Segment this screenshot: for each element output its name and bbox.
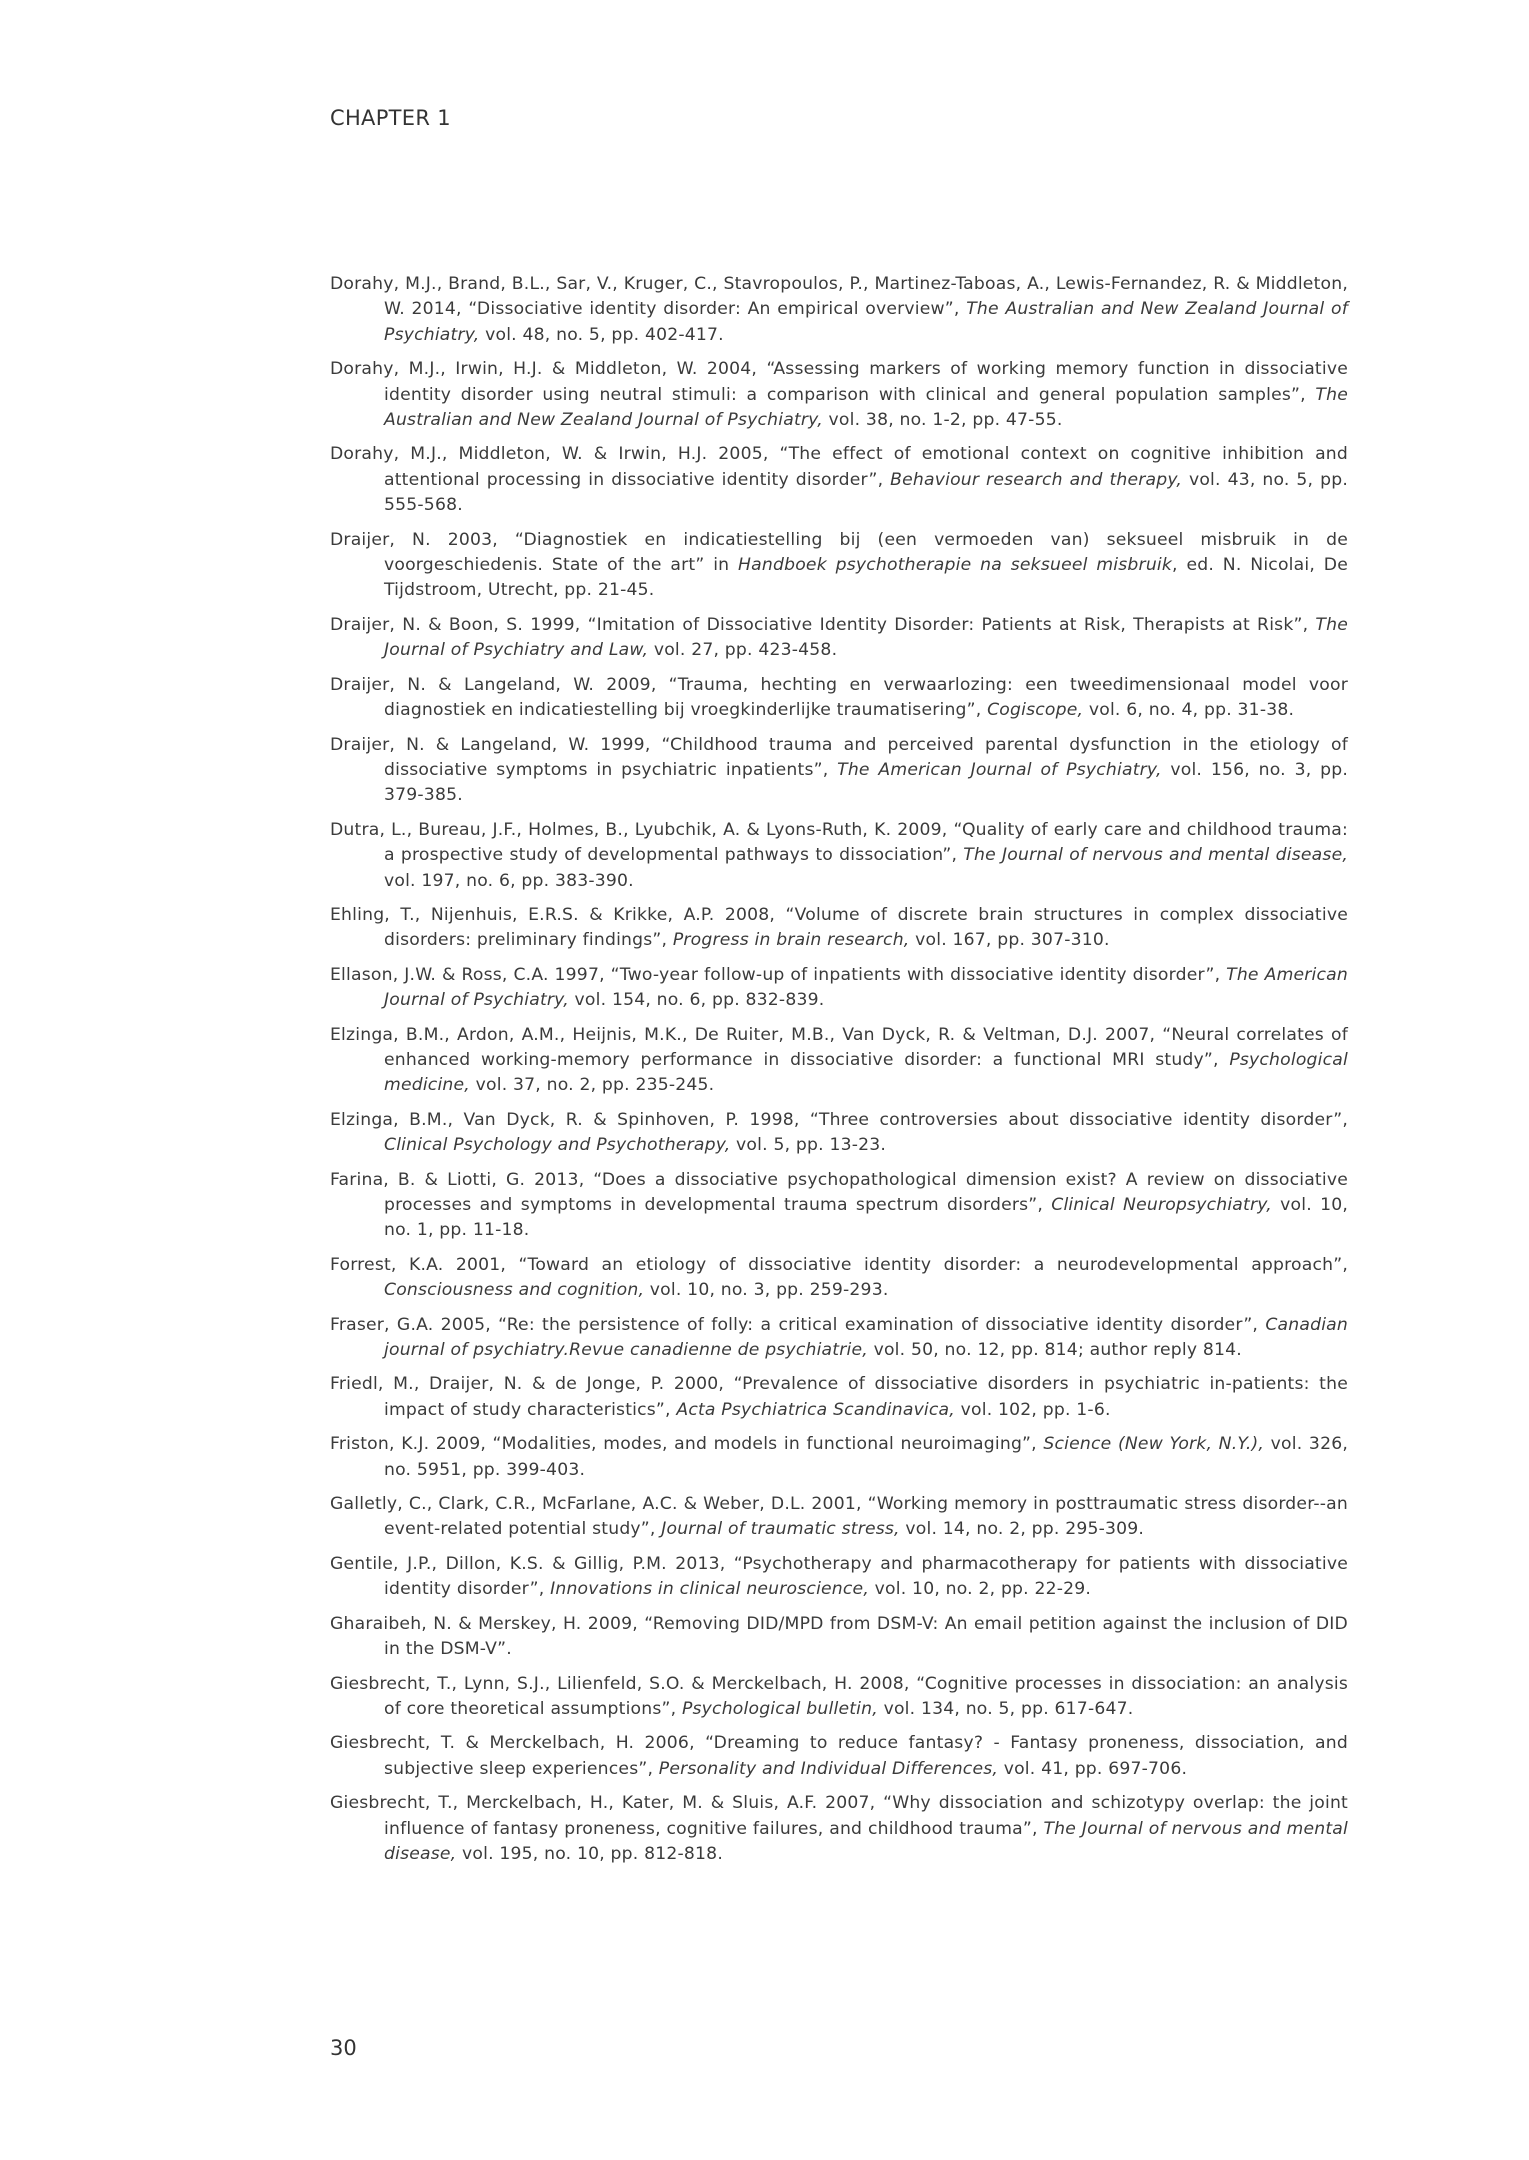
reference-entry xyxy=(330,1791,1348,1867)
reference-citation: Friston, K.J. 2009, “Modalities, modes, and models in functional neuroimaging”, xyxy=(330,1434,1044,1455)
reference-journal: Psychological bulletin, xyxy=(681,1698,878,1719)
reference-volume-pages: vol. 154, no. 6, pp. 832-839. xyxy=(568,990,825,1011)
reference-entry xyxy=(330,613,1348,664)
reference-volume-pages: vol. 197, no. 6, pp. 383-390. xyxy=(384,870,634,891)
reference-citation: Dorahy, M.J., Middleton, W. & Irwin, H.J. 2005, “The effect of emotional context on cognitive inhibition and attentional processing in dissociative identity disorder”, xyxy=(330,444,1348,490)
reference-entry xyxy=(330,733,1348,809)
reference-entry xyxy=(330,1108,1348,1159)
reference-volume-pages: vol. 27, pp. 423-458. xyxy=(648,640,838,661)
reference-journal: Handboek psychotherapie na seksueel misbruik xyxy=(738,555,1173,576)
reference-journal: The Journal of nervous and mental disease, xyxy=(384,1818,1348,1864)
reference-journal: Canadian journal of psychiatry.Revue canadienne de psychiatrie, xyxy=(384,1314,1348,1361)
reference-volume-pages: vol. 6, no. 4, pp. 31-38. xyxy=(1083,700,1295,721)
reference-volume-pages: vol. 43, no. 5, pp. 555-568. xyxy=(384,469,1348,516)
reference-volume-pages: vol. 41, pp. 697-706. xyxy=(998,1758,1188,1779)
reference-entry xyxy=(330,1313,1348,1364)
reference-citation: Forrest, K.A. 2001, “Toward an etiology of dissociative identity disorder: a neurodevelopmental approach”, xyxy=(330,1254,1348,1275)
reference-journal: Consciousness and cognition, xyxy=(384,1280,645,1301)
reference-citation: Giesbrecht, T. & Merckelbach, H. 2006, “Dreaming to reduce fantasy? - Fantasy proneness, dissociation, and subjective sleep experiences”, xyxy=(330,1733,1348,1779)
reference-journal: Personality and Individual Differences, xyxy=(658,1758,999,1779)
reference-entry xyxy=(330,1253,1348,1304)
reference-journal: Behaviour research and therapy, xyxy=(890,469,1183,490)
reference-citation: Elzinga, B.M., Ardon, A.M., Heijnis, M.K., De Ruiter, M.B., Van Dyck, R. & Veltman, D.J. 2007, “Neural correlates of enhanced working-memory performance in dissociative disorder: a functional MRI study”, xyxy=(330,1024,1348,1070)
reference-volume-pages: vol. 38, no. 1-2, pp. 47-55. xyxy=(822,410,1063,431)
reference-journal: Clinical Psychology and Psychotherapy, xyxy=(384,1135,731,1156)
reference-journal: Clinical Neuropsychiatry, xyxy=(1051,1195,1272,1215)
page-number: 30 xyxy=(330,2036,357,2060)
running-header: CHAPTER 1 xyxy=(330,106,451,130)
reference-volume-pages: vol. 5, pp. 13-23. xyxy=(730,1135,887,1156)
reference-volume-pages: vol. 10, no. 3, pp. 259-293. xyxy=(644,1280,889,1301)
reference-entry xyxy=(330,1731,1348,1782)
reference-journal: Innovations in clinical neuroscience, xyxy=(550,1579,869,1600)
reference-citation: Gharaibeh, N. & Merskey, H. 2009, “Removing DID/MPD from DSM-V: An email petition against the inclusion of DID in the DSM-V”. xyxy=(330,1613,1348,1660)
reference-journal: The Journal of nervous and mental disease, xyxy=(963,845,1349,866)
reference-entry xyxy=(330,272,1348,348)
reference-volume-pages: vol. 102, pp. 1-6. xyxy=(954,1399,1111,1420)
reference-journal: Science (New York, N.Y.), xyxy=(1043,1434,1265,1455)
reference-citation: Dorahy, M.J., Irwin, H.J. & Middleton, W. 2004, “Assessing markers of working memory function in dissociative identity disorder using neutral stimuli: a comparison with clinical and general population samples”, xyxy=(330,359,1348,405)
reference-citation: Friedl, M., Draijer, N. & de Jonge, P. 2000, “Prevalence of dissociative disorders in psychiatric in-patients: the impact of study characteristics”, xyxy=(330,1374,1348,1420)
reference-entry xyxy=(330,528,1348,604)
reference-journal: Acta Psychiatrica Scandinavica, xyxy=(676,1399,955,1420)
reference-volume-pages: vol. 48, no. 5, pp. 402-417. xyxy=(479,324,724,345)
reference-citation: Galletly, C., Clark, C.R., McFarlane, A.C. & Weber, D.L. 2001, “Working memory in posttraumatic stress disorder--an event-related potential study”, xyxy=(330,1494,1348,1540)
reference-volume-pages: vol. 156, no. 3, pp. 379-385. xyxy=(384,759,1348,806)
reference-volume-pages: vol. 326, no. 5951, pp. 399-403. xyxy=(384,1434,1349,1480)
reference-journal: The Journal of Psychiatry and Law, xyxy=(384,614,1348,661)
reference-volume-pages: vol. 50, no. 12, pp. 814; author reply 814. xyxy=(867,1340,1242,1361)
reference-volume-pages: , ed. N. Nicolai, De Tijdstroom, Utrecht, pp. 21-45. xyxy=(384,555,1348,601)
reference-entry xyxy=(330,357,1348,433)
reference-volume-pages: vol. 10, no. 2, pp. 22-29. xyxy=(869,1579,1092,1600)
reference-volume-pages: vol. 10, no. 1, pp. 11-18. xyxy=(384,1195,1349,1241)
reference-volume-pages: vol. 195, no. 10, pp. 812-818. xyxy=(456,1843,723,1864)
reference-entry xyxy=(330,1372,1348,1423)
reference-entry xyxy=(330,903,1348,954)
reference-citation: Draijer, N. & Langeland, W. 1999, “Childhood trauma and perceived parental dysfunction in the etiology of dissociative symptoms in psychiatric inpatients”, xyxy=(330,734,1348,780)
reference-journal: The Australian and New Zealand Journal of Psychiatry, xyxy=(384,384,1348,431)
reference-citation: Elzinga, B.M., Van Dyck, R. & Spinhoven, P. 1998, “Three controversies about dissociative identity disorder”, xyxy=(330,1109,1348,1130)
reference-volume-pages: vol. 134, no. 5, pp. 617-647. xyxy=(877,1698,1134,1719)
reference-journal: The Australian and New Zealand Journal of Psychiatry, xyxy=(384,299,1348,345)
reference-entry xyxy=(330,1023,1348,1099)
reference-citation: Giesbrecht, T., Lynn, S.J., Lilienfeld, S.O. & Merckelbach, H. 2008, “Cognitive processes in dissociation: an analysis of core theoretical assumptions”, xyxy=(330,1673,1348,1719)
reference-list xyxy=(330,272,1348,1876)
reference-citation: Draijer, N. & Boon, S. 1999, “Imitation of Dissociative Identity Disorder: Patients at Risk, Therapists at Risk”, xyxy=(330,614,1316,635)
reference-volume-pages: vol. 14, no. 2, pp. 295-309. xyxy=(899,1519,1145,1540)
reference-citation: Dorahy, M.J., Brand, B.L., Sar, V., Kruger, C., Stavropoulos, P., Martinez-Taboas, A., Lewis-Fernandez, R. & Middleton, W. 2014, “Dissociative identity disorder: An empirical overview”, xyxy=(330,274,1348,320)
reference-citation: Giesbrecht, T., Merckelbach, H., Kater, M. & Sluis, A.F. 2007, “Why dissociation and schizotypy overlap: the joint influence of fantasy proneness, cognitive failures, and childhood trauma”, xyxy=(330,1793,1348,1839)
reference-citation: Ellason, J.W. & Ross, C.A. 1997, “Two-year follow-up of inpatients with dissociative identity disorder”, xyxy=(330,964,1227,985)
reference-entry xyxy=(330,1168,1348,1244)
reference-citation: Farina, B. & Liotti, G. 2013, “Does a dissociative psychopathological dimension exist? A review on dissociative processes and symptoms in developmental trauma spectrum disorders”, xyxy=(330,1169,1348,1215)
reference-citation: Draijer, N. 2003, “Diagnostiek en indicatiestelling bij (een vermoeden van) seksueel misbruik in de voorgeschiedenis. State of the art” in xyxy=(330,529,1348,576)
reference-entry xyxy=(330,442,1348,518)
reference-entry xyxy=(330,818,1348,894)
reference-citation: Ehling, T., Nijenhuis, E.R.S. & Krikke, A.P. 2008, “Volume of discrete brain structures in complex dissociative disorders: preliminary findings”, xyxy=(330,904,1348,951)
reference-journal: Psychological medicine, xyxy=(384,1049,1348,1096)
reference-volume-pages: vol. 37, no. 2, pp. 235-245. xyxy=(469,1075,715,1096)
reference-citation: Gentile, J.P., Dillon, K.S. & Gillig, P.M. 2013, “Psychotherapy and pharmacotherapy for patients with dissociative identity disorder”, xyxy=(330,1553,1348,1600)
reference-journal: Progress in brain research, xyxy=(672,930,910,951)
reference-volume-pages: vol. 167, pp. 307-310. xyxy=(909,930,1110,951)
reference-entry xyxy=(330,673,1348,724)
reference-entry xyxy=(330,1552,1348,1603)
reference-entry xyxy=(330,1612,1348,1663)
reference-citation: Draijer, N. & Langeland, W. 2009, “Trauma, hechting en verwaarlozing: een tweedimensionaal model voor diagnostiek en indicatiestelling bij vroegkinderlijke traumatisering”, xyxy=(330,674,1348,721)
reference-entry xyxy=(330,963,1348,1014)
reference-citation: Dutra, L., Bureau, J.F., Holmes, B., Lyubchik, A. & Lyons-Ruth, K. 2009, “Quality of early care and childhood trauma: a prospective study of developmental pathways to dissociation”, xyxy=(330,819,1348,866)
reference-journal: The American Journal of Psychiatry, xyxy=(837,759,1162,780)
reference-entry xyxy=(330,1492,1348,1543)
reference-journal: The American Journal of Psychiatry, xyxy=(384,964,1349,1011)
reference-entry xyxy=(330,1432,1348,1483)
reference-citation: Fraser, G.A. 2005, “Re: the persistence of folly: a critical examination of dissociative identity disorder”, xyxy=(330,1314,1266,1335)
reference-entry xyxy=(330,1672,1348,1723)
reference-journal: Journal of traumatic stress, xyxy=(661,1519,900,1540)
reference-journal: Cogiscope, xyxy=(987,700,1084,721)
